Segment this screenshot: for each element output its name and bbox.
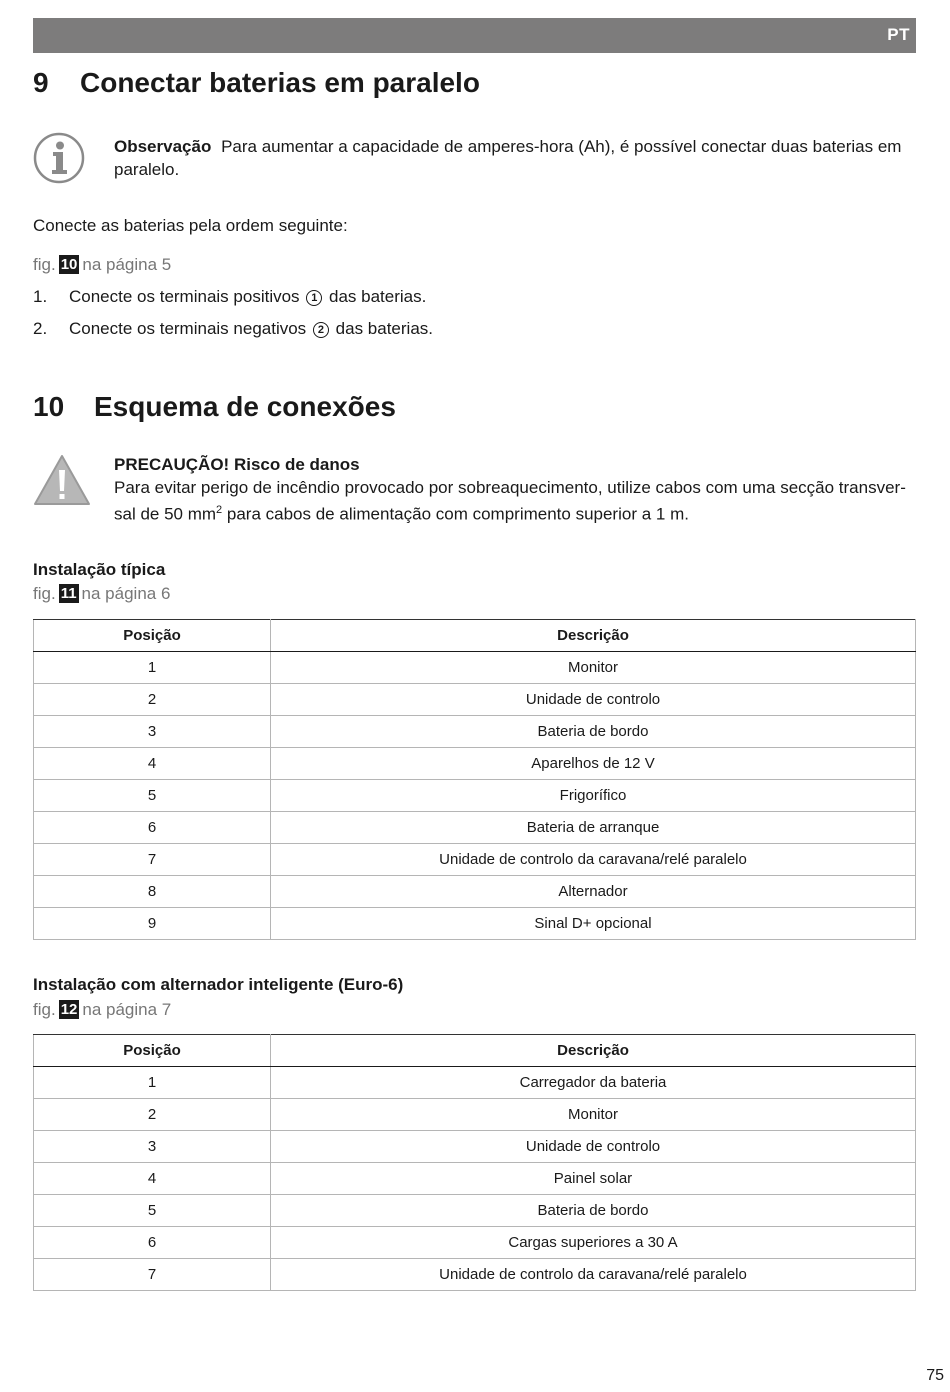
figref-suffix: na página 6 — [81, 584, 171, 603]
cell-description: Unidade de controlo da caravana/relé paralelo — [271, 1259, 916, 1291]
cell-description: Painel solar — [271, 1163, 916, 1195]
table-row — [34, 1259, 916, 1291]
cell-position: 6 — [34, 1227, 271, 1259]
warning-block — [114, 453, 914, 526]
table-row — [34, 1163, 916, 1195]
cell-position: 7 — [34, 844, 271, 876]
table-row — [34, 844, 916, 876]
table-row — [34, 1099, 916, 1131]
cell-description: Unidade de controlo — [271, 684, 916, 716]
figref-prefix: fig. — [33, 1000, 56, 1019]
table-row — [34, 812, 916, 844]
cell-description: Bateria de bordo — [271, 716, 916, 748]
cell-description: Carregador da bateria — [271, 1067, 916, 1099]
list-text: Conecte os terminais positivos — [69, 287, 300, 306]
cell-position: 7 — [34, 1259, 271, 1291]
cell-position: 4 — [34, 748, 271, 780]
section-number: 9 — [33, 67, 49, 98]
cell-position: 6 — [34, 812, 271, 844]
cell-position: 2 — [34, 1099, 271, 1131]
cell-description: Bateria de arranque — [271, 812, 916, 844]
cell-position: 2 — [34, 684, 271, 716]
cell-description: Sinal D+ opcional — [271, 908, 916, 940]
column-header: Posição — [34, 620, 271, 652]
cell-description: Monitor — [271, 652, 916, 684]
cell-position: 5 — [34, 780, 271, 812]
column-header: Descrição — [271, 620, 916, 652]
list-text: Conecte os terminais negativos — [69, 319, 307, 338]
table-typical — [33, 619, 916, 940]
header-bar — [33, 18, 916, 53]
cell-description: Cargas superiores a 30 A — [271, 1227, 916, 1259]
table-row — [34, 1227, 916, 1259]
table-row — [34, 908, 916, 940]
list-number: 2. — [33, 319, 48, 338]
list-item — [33, 319, 433, 339]
superscript: 2 — [216, 504, 223, 516]
cell-position: 8 — [34, 876, 271, 908]
table-row — [34, 876, 916, 908]
figref-prefix: fig. — [33, 255, 56, 274]
section-9-heading — [33, 67, 480, 99]
figure-number: 10 — [60, 256, 78, 273]
section-title: Esquema de conexões — [94, 391, 396, 422]
cell-description: Alternador — [271, 876, 916, 908]
table-row — [34, 748, 916, 780]
callout-number: 2 — [313, 322, 329, 338]
note-text: Para aumentar a capacidade de amperes-hora (Ah), é possível conectar duas baterias em paralelo. — [114, 137, 902, 179]
figure-reference — [33, 1000, 171, 1020]
table-row — [34, 1131, 916, 1163]
table-row — [34, 716, 916, 748]
figref-suffix: na página 5 — [82, 255, 172, 274]
table-row — [34, 652, 916, 684]
list-item — [33, 287, 426, 307]
note-label: Observação — [114, 137, 212, 156]
warning-triangle-icon — [33, 454, 91, 506]
figure-number: 12 — [60, 1001, 78, 1018]
cell-description: Bateria de bordo — [271, 1195, 916, 1227]
cell-position: 1 — [34, 652, 271, 684]
table-row — [34, 1195, 916, 1227]
warning-text — [114, 476, 914, 526]
warning-text-b: para cabos de alimentação com comprimento superior a 1 m. — [222, 504, 689, 524]
cell-description: Aparelhos de 12 V — [271, 748, 916, 780]
warning-text-a: Para evitar perigo de incêndio provocado por sobreaquecimento, utilize cabos com uma secção transver-sal de 50 mm — [114, 478, 906, 524]
section-title: Conectar baterias em paralelo — [80, 67, 480, 98]
warning-title: PRECAUÇÃO! Risco de danos — [114, 455, 360, 474]
language-tag: PT — [887, 25, 910, 44]
callout-number: 1 — [306, 290, 322, 306]
cell-description: Unidade de controlo da caravana/relé paralelo — [271, 844, 916, 876]
subheading-smart-alternator: Instalação com alternador inteligente (Euro-6) — [33, 975, 404, 994]
figure-number: 11 — [60, 585, 77, 602]
page-number: 75 — [926, 1367, 944, 1384]
table-header-row — [34, 1035, 916, 1067]
table-row — [34, 780, 916, 812]
cell-position: 4 — [34, 1163, 271, 1195]
cell-description: Monitor — [271, 1099, 916, 1131]
cell-position: 3 — [34, 716, 271, 748]
cell-description: Frigorífico — [271, 780, 916, 812]
table-row — [34, 684, 916, 716]
section-10-heading — [33, 391, 396, 423]
column-header: Descrição — [271, 1035, 916, 1067]
figref-prefix: fig. — [33, 584, 56, 603]
figure-reference — [33, 255, 171, 275]
cell-position: 1 — [34, 1067, 271, 1099]
cell-description: Unidade de controlo — [271, 1131, 916, 1163]
cell-position: 9 — [34, 908, 271, 940]
list-text-end: das baterias. — [329, 287, 427, 306]
list-text-end: das baterias. — [335, 319, 433, 338]
table-row — [34, 1067, 916, 1099]
info-icon — [33, 132, 85, 184]
figref-suffix: na página 7 — [82, 1000, 172, 1019]
figure-reference — [33, 584, 170, 604]
table-header-row — [34, 620, 916, 652]
subheading-typical: Instalação típica — [33, 560, 166, 579]
table-smart-alternator — [33, 1034, 916, 1291]
intro-paragraph: Conecte as baterias pela ordem seguinte: — [33, 216, 348, 235]
cell-position: 5 — [34, 1195, 271, 1227]
list-number: 1. — [33, 287, 48, 306]
cell-position: 3 — [34, 1131, 271, 1163]
column-header: Posição — [34, 1035, 271, 1067]
section-number: 10 — [33, 391, 65, 422]
note-block — [114, 135, 914, 181]
